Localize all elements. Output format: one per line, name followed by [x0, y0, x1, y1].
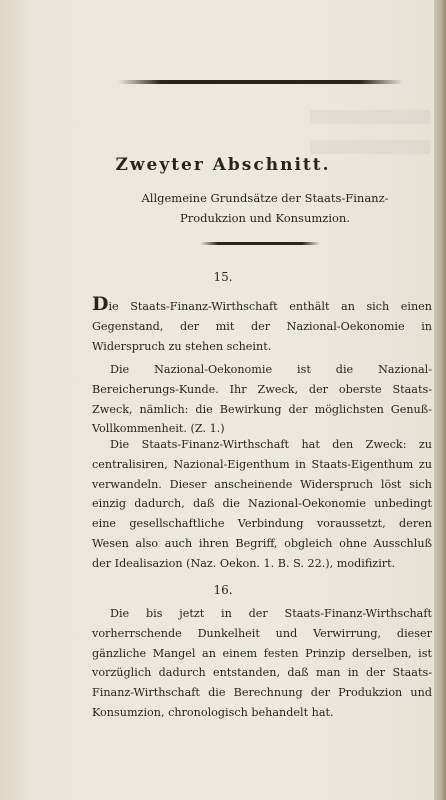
drop-cap: D	[92, 293, 109, 315]
section-number: 15.	[213, 270, 233, 284]
page-edge-shadow	[434, 0, 446, 800]
bleed-through	[310, 110, 430, 124]
bleed-through	[310, 140, 430, 154]
subtitle-rule	[200, 242, 320, 245]
paragraph: Die Staats-Finanz-Wirthschaft hat den Zweck: zu centralisiren, Nazional-Eigenthum in Staats-Eigenthum zu verwandeln. Dieser anscheinende Widerspruch löst sich einzig dadurch, daß die Nazional-Oekonomie unbedingt eine gesellschaftliche Verbindung voraussetzt, deren Wesen also auch ihren Begriff, obgleich ohne Ausschluß der Idealisazion (Naz. Oekon. 1. B. S. 22.), modifizirt.	[92, 438, 432, 570]
top-ornamental-rule	[118, 80, 403, 84]
chapter-subtitle: Allgemeine Grundsätze der Staats-Finanz-Produkzion und Konsumzion.	[141, 191, 389, 225]
paragraph-text: ie Staats-Finanz-Wirthschaft enthält an sich einen Gegenstand, der mit der Nazional-Oekonomie in Widerspruch zu stehen scheint.	[92, 300, 432, 353]
paragraph: Die bis jetzt in der Staats-Finanz-Wirthschaft vorherrschende Dunkelheit und Verwirrung, dieser gänzliche Mangel an einem festen Prinzip derselben, ist vorzüglich dadurch entstanden, daß man in der Staats-Finanz-Wirthschaft die Berechnung der Produkzion und Konsumzion, chronologisch behandelt hat.	[92, 607, 432, 719]
paragraph	[92, 295, 432, 356]
section-number: 16.	[213, 583, 233, 597]
paragraph: Die Nazional-Oekonomie ist die Nazional-Bereicherungs-Kunde. Ihr Zweck, der oberste Staats-Zweck, nämlich: die Bewirkung der möglichsten Genuß-Vollkommenheit. (Z. 1.)	[92, 363, 432, 436]
chapter-heading: Zweyter Abschnitt.	[115, 155, 331, 175]
